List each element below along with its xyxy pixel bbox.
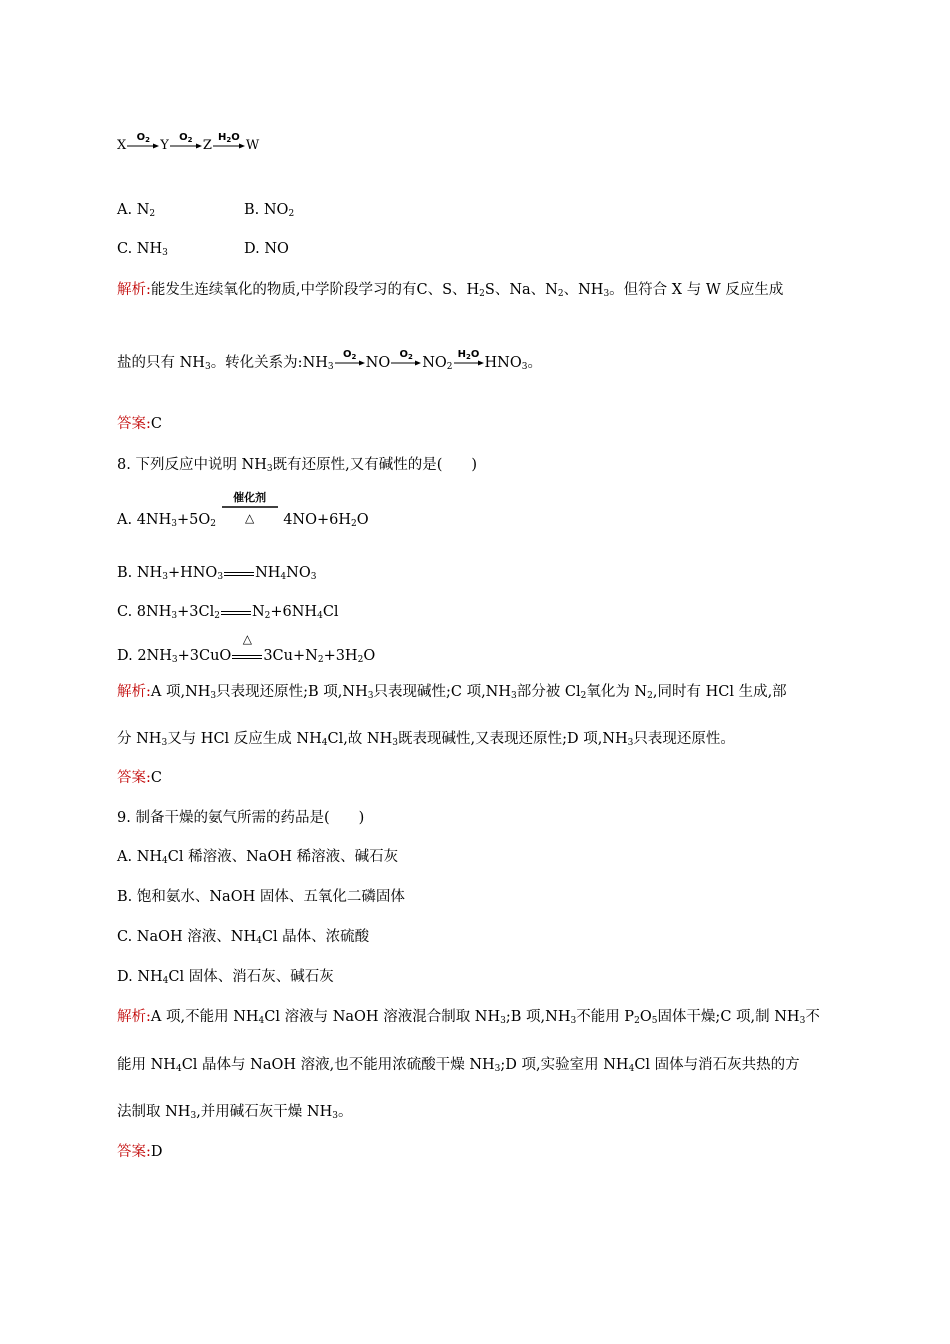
option-c: C. NaOH 溶液、$NH_4Cl$ 晶体、浓硫酸 (117, 929, 370, 946)
arrow-o2: $O_2$ (335, 360, 365, 366)
arrow-o2: $O_2$ (127, 143, 159, 149)
scheme-z: Z (202, 138, 212, 153)
scheme-y: Y (160, 138, 169, 153)
option-b: B. $NO_2$ (244, 202, 295, 219)
scheme-w: W (245, 138, 260, 153)
equals-sign (221, 602, 251, 622)
analysis-line: 分 $NH_3$又与 HCl 反应生成 $NH_4Cl$,故 $NH_3$既表现碱性,又表现还原性;D 项$,NH_3$只表现还原性。 (117, 731, 735, 748)
analysis-label: 解析: (117, 684, 151, 700)
option-b: B. $NH_3+HNO_3$ $NH_4NO_3$ (117, 565, 317, 582)
analysis-label: 解析: (117, 1009, 151, 1025)
analysis-line: 盐的只有 $NH_3$。转化关系为$:NH_3$ $O_2$ NO $O_2$ $NO_2$ $H_2O$ $HNO_3$。 (117, 349, 542, 372)
analysis-line: 解析:A 项,不能用 $NH_4Cl$ 溶液与 NaOH 溶液混合制取 $NH_3;B$ 项$,NH_3$不能用 $P_2O_5$固体干燥;C 项,制 $NH_3$不 (117, 1009, 820, 1026)
analysis-line: 解析:A 项$,NH_3$只表现还原性;B 项$,NH_3$只表现碱性;C 项$,NH_3$部分被 $Cl_2$氧化为 $N_2$,同时有 HCl 生成,部 (117, 684, 787, 701)
conversion-scheme (117, 131, 260, 156)
heating-condition: △ (242, 632, 252, 646)
option-c: C. $NH_3$ (117, 241, 168, 258)
option-d: D. $2NH_3+3CuO$ △ $3Cu+N_2+3H_2O$ (117, 632, 376, 665)
answer-label: 答案: (117, 770, 151, 786)
analysis-label: 解析: (117, 282, 151, 298)
catalyst-condition: 催化剂 △ (233, 491, 267, 525)
answer-label: 答案: (117, 1144, 151, 1160)
option-d: D. NO (244, 241, 289, 257)
question-stem: 9. 制备干燥的氨气所需的药品是( ) (117, 810, 365, 826)
equals-sign (224, 563, 254, 583)
analysis-line: 法制取 $NH_3$,并用碱石灰干燥 $NH_3$。 (117, 1104, 353, 1121)
arrow-o2: $O_2$ (391, 360, 421, 366)
option-b: B. 饱和氨水、NaOH 固体、五氧化二磷固体 (117, 889, 405, 905)
answer-line: 答案:C (117, 770, 162, 786)
arrow-o2: $O_2$ (170, 143, 202, 149)
option-a: A. $4NH_3+5O_2$ 催化剂 △ $4NO+6H_2O$ (117, 491, 369, 529)
answer-label: 答案: (117, 416, 151, 432)
option-d: D. $NH_4Cl$ 固体、消石灰、碱石灰 (117, 969, 334, 986)
analysis-line: 解析:能发生连续氧化的物质,中学阶段学习的有C、S、$H_2S$、Na、$N_2$、$NH_3$。但符合 X 与 W 反应生成 (117, 282, 784, 299)
arrow-h2o: $H_2O$ (213, 143, 245, 149)
option-a: A. $N_2$ (117, 202, 156, 219)
analysis-line: 能用 $NH_4Cl$ 晶体与 NaOH 溶液,也不能用浓硫酸干燥 $NH_3;D$ 项,实验室用 $NH_4Cl$ 固体与消石灰共热的方 (117, 1057, 800, 1074)
question-stem: 8. 下列反应中说明 $NH_3$既有还原性,又有碱性的是( ) (117, 457, 478, 474)
answer-line: 答案:D (117, 1144, 163, 1160)
answer-line: 答案:C (117, 416, 162, 432)
option-a: A. $NH_4Cl$ 稀溶液、NaOH 稀溶液、碱石灰 (117, 849, 399, 866)
option-c: C. $8NH_3+3Cl_2$ $N_2+6NH_4Cl$ (117, 604, 339, 621)
arrow-h2o: $H_2O$ (454, 360, 484, 366)
scheme-x: X (117, 138, 127, 153)
